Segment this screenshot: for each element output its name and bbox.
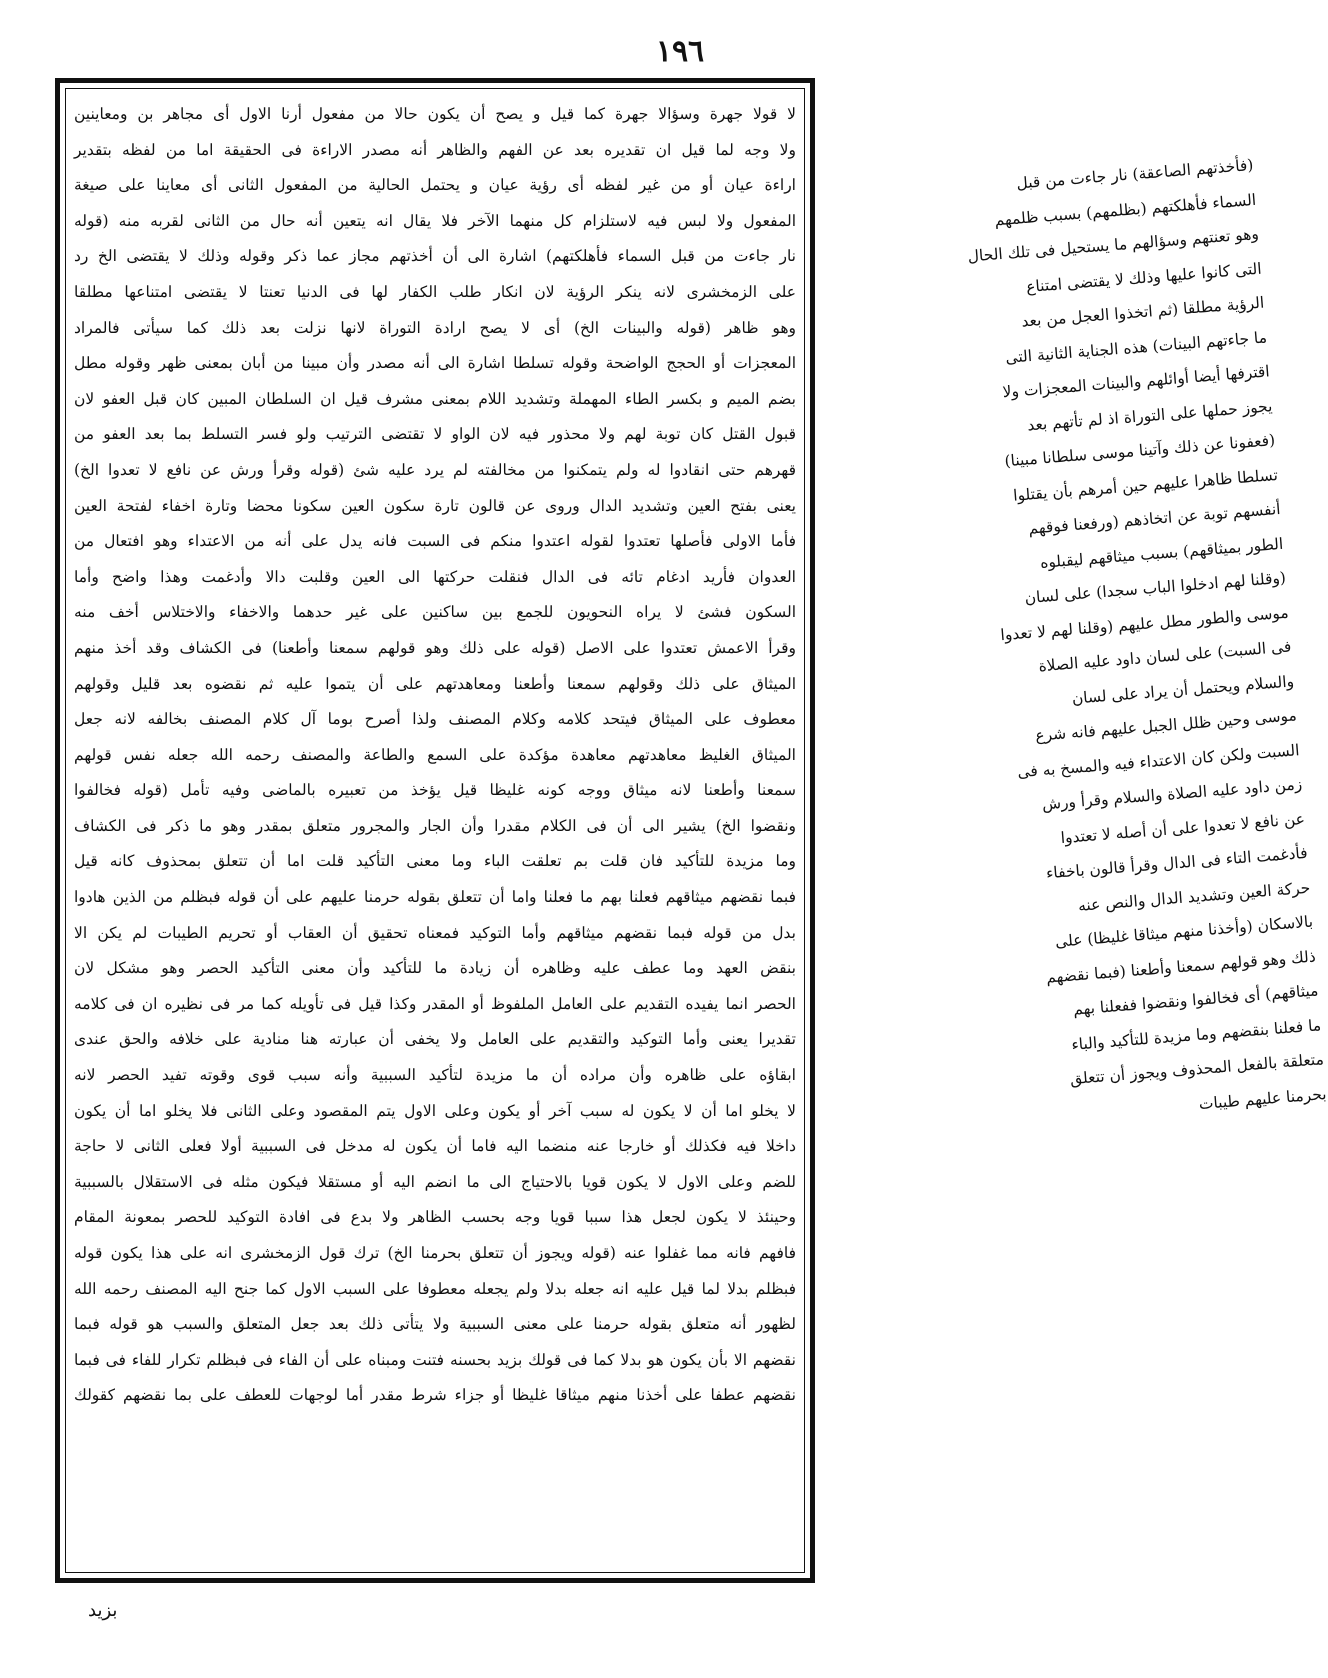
margin-quran-text <box>823 148 1327 1145</box>
main-text-line: فبما نقضهم ميثاقهم فعلنا بهم ما فعلنا واما أن تتعلق بقوله حرمنا عليهم على أن قوله فبظلم من الذين هادوا <box>74 888 796 907</box>
main-text-line: للضم وعلى الاول لا يكون قويا بالاحتياج الى ما انضم اليه أو مستقلا فيكون مثله فى الاستقلال بالسببية <box>74 1172 796 1191</box>
main-text-line: لا يخلو اما أن لا يكون له سبب آخر أو يكون وعلى الاول يتم المقصود وعلى الثانى فلا يخلو اما أن يكون <box>74 1101 796 1120</box>
main-text-line: نقضهم الا بأن يكون هو بدلا كما فى قولك بزيد بحسنه فتنت ومبناه على أن الفاء فى فبظلم تكرار للفاء فى فبما <box>74 1350 796 1369</box>
page-number: ١٩٦ <box>655 34 705 69</box>
main-text-line: وما مزيدة للتأكيد فان قلت بم تعلقت الباء وما معنى التأكيد قلت اما أن تتعلق بمحذوف كانه قيل <box>74 852 796 871</box>
margin-text-line: موسى والطور مطل عليهم (وقلنا لهم لا تعدوا <box>999 603 1290 644</box>
margin-text-line: فأدغمت التاء فى الدال وقرأ قالون باخفاء <box>1045 843 1309 883</box>
catchword: بزيد <box>88 1600 118 1621</box>
main-text-line: يعنى بفتح العين وتشديد الدال وروى عن قالون تارة سكون العين سكونا محضا وتارة اخفاء لفتحة العين <box>74 496 796 515</box>
main-text-line: الميثاق الغليظ معاهدتهم معاهدة مؤكدة على السمع والطاعة والمصنف رحمه الله جعله نفس قولهم <box>74 745 796 764</box>
main-text-line: ابقاؤه على ظاهره وأن مراده أن ما مزيدة لتأكيد السببية وأنه سبب قوى وقوته تفيد الحصر لانه <box>74 1066 796 1085</box>
main-text-line: داخلا فيه فكذلك أو خارجا عنه منضما اليه فاما أن يكون له مدخل فى السببية أولا فعلى الثانى لا حاجة <box>74 1137 796 1156</box>
margin-text-line: فى السبت) على لسان داود عليه الصلاة <box>1037 637 1292 676</box>
main-text-line: فأما الاولى فأصلها تعتدوا لقوله اعتدوا منكم فى السبت فانه يدل على أنه من الاعتداء وهو افتعال من <box>74 532 796 551</box>
main-text-line: سمعنا وأطعنا لانه ميثاق ووجه كونه غليظا قيل يؤخذ من تعبيره بالماضى وفيه تأمل (قوله فخالفوا <box>74 781 796 800</box>
margin-text-line: (وقلنا لهم ادخلوا الباب سجدا) على لسان <box>1023 568 1287 608</box>
margin-text-line: الرؤية مطلقا (ثم اتخذوا العجل من بعد <box>1020 293 1265 331</box>
main-text-line: لظهور أنه متعلق بقوله حرمنا على معنى السببية ولا يتأتى ذلك بعد جعل المتعلق والسبب هو قوله فبما <box>74 1315 796 1334</box>
main-text-frame <box>55 78 815 1583</box>
main-text-line: وهو ظاهر (قوله والبينات الخ) أى لا يصح ارادة التوراة لانها نزلت بعد ذلك كما سيأتى فالمراد <box>74 318 796 337</box>
main-text-line: بضم الميم و بكسر الطاء المهملة وتشديد اللام بمعنى مشرف قيل ان السلطان المبين كان قبل العفو لان <box>74 389 796 408</box>
margin-text-line: ما فعلنا بنقضهم وما مزيدة للتأكيد والباء <box>1070 1015 1322 1054</box>
main-text-line: بنقض العهد وما عطف عليه وظاهره أن زيادة ما للتأكيد وأن معنى التأكيد الحصر وهو مشكل لان <box>74 959 796 978</box>
margin-text-line: ميثاقهم) أى فخالفوا ونقضوا ففعلنا بهم <box>1072 981 1320 1019</box>
main-text-line: المفعول ولا لبس فيه لاستلزام كل منهما الآخر فلا يقال انه يتعين أنه حال من الثانى لقربه منه (قوله <box>74 211 796 230</box>
margin-text-line: الطور بميثاقهم) بسبب ميثاقهم ليقبلوه <box>1039 534 1284 572</box>
main-text-line: ولا وجه لما قيل ان تقديره بعد عن الفهم والظاهر أنه مصدر الاراءة فى الحقيقة اما من لفظه بتقدير <box>74 140 796 159</box>
main-text-line: نقضهم عطفا على أخذنا منهم ميثاقا غليظا أو جزاء شرط مقدر أما لوجهات للعطف على بما نقضهم كقولك <box>74 1386 796 1405</box>
main-text-line: على الزمخشرى لانه ينكر الرؤية لان انكار طلب الكفار لها فى الدنيا تعنتا لا يقتضى امتناعها مطلقا <box>74 282 796 301</box>
margin-text-line: والسلام ويحتمل أن يراد على لسان <box>1071 671 1295 708</box>
margin-text-line: السماء فأهلكتهم (بظلمهم) بسبب ظلمهم <box>993 190 1257 229</box>
margin-text-line: اقترفها أيضا أوائلهم والبينات المعجزات ولا <box>1001 362 1271 402</box>
margin-text-line: بالاسكان (وأخذنا منهم ميثاقا غليظا) على <box>1054 912 1314 951</box>
margin-text-line: حركة العين وتشديد الدال والنص عنه <box>1077 878 1311 915</box>
main-text-line: نار جاءت من قبل السماء فأهلكتهم) اشارة الى أن أخذتهم مجاز عما ذكر وقوله وذلك لا يقتضى الخ رد <box>74 247 796 266</box>
margin-text-line: أنفسهم توبة عن اتخاذهم (ورفعنا فوقهم <box>1027 499 1282 538</box>
margin-text-line: (فعفونا عن ذلك وآتينا موسى سلطانا مبينا) <box>1003 431 1276 471</box>
main-text-line: تقديرا يعنى وأما التوكيد والتقديم على العامل ولا يخفى أن عبارته هنا منادية على خلافه والحق عندى <box>74 1030 796 1049</box>
margin-text-line: بحرمنا عليهم طيبات <box>1198 1084 1328 1113</box>
main-text-line: السكون فشئ لا يراه النحويون للجمع بين ساكنين على غير حدهما والاخفاء والاختلاس أخف منه <box>74 603 796 622</box>
main-text-line: وحينئذ لا يكون لجعل هذا سببا قويا وجه بحسب الظاهر ولا بدع فى افادة التوكيد للحصر بمعونة المقام <box>74 1208 796 1227</box>
main-text-line: ونقضوا الخ) يشير الى أن فى الكلام مقدرا وأن الجار والمجرور متعلق بمقدر وهو ما ذكر فى الكشاف <box>74 816 796 835</box>
margin-text-line: زمن داود عليه الصلاة والسلام وقرأ ورش <box>1041 775 1303 814</box>
margin-text-line: التى كانوا عليها وذلك لا يقتضى امتناع <box>1025 259 1263 296</box>
main-text-line: قبول القتل كان توبة لهم ولا محذور فيه لان الواو لا تقتضى الترتيب ولو فسر التسلط بما بعد العفو من <box>74 425 796 444</box>
main-text-line: فبظلم بدلا لما قيل عليه انه جعله بدلا ولم يجعله معطوفا على السبب الاول كما جنح اليه المصنف رحمه الله <box>74 1279 796 1298</box>
margin-text-line: ذلك وهو قولهم سمعنا وأطعنا (فبما نقضهم <box>1045 947 1317 987</box>
main-text-line: بدل من قوله فبما نقضهم ميثاقهم وأما التوكيد فمعناه تحقيق أن العقاب أو تحريم الطيبات لم يكن الا <box>74 923 796 942</box>
margin-text-line: يجوز حملها على التوراة اذ لم تأتهم بعد <box>1026 396 1273 434</box>
margin-text-line: وهو تعنتهم وسؤالهم ما يستحيل فى تلك الحال <box>967 224 1260 266</box>
margin-text-line: تسلطا ظاهرا عليهم حين أمرهم بأن يقتلوا <box>1012 465 1279 505</box>
margin-text-line: (فأخذتهم الصاعقة) نار جاءت من قبل <box>1015 155 1255 193</box>
main-text-line: الحصر انما يفيده التقديم على العامل الملفوظ أو المقدر وكذا قيل فى تأويله كما مر فى نظيره ان فى كلامه <box>74 994 796 1013</box>
main-text-line: معطوف على الميثاق فيتحد كلامه وكلام المصنف ولذا أصرح بوما آل كلام المصنف بخالفه لانه جعل <box>74 710 796 729</box>
main-commentary-text <box>74 97 796 1564</box>
main-text-line: المعجزات أو الحجج الواضحة وقوله تسلطا اشارة الى أنه مصدر وأن مبينا من أبان بمعنى ظهر وقوله مطل <box>74 354 796 373</box>
main-text-line: قهرهم حتى انقادوا له ولم يتمكنوا من مخالفته لم يرد عليه شئ (قوله وقرأ ورش عن نافع لا تعدوا الخ) <box>74 460 796 479</box>
margin-text-line: عن نافع لا تعدوا على أن أصله لا تعتدوا <box>1059 809 1306 847</box>
main-text-line: الميثاق على ذلك وقولهم سمعنا وأطعنا ومعاهدتهم على أن يتموا عليه ثم نقضوه بعد قليل وقولهم <box>74 674 796 693</box>
main-text-line: لا قولا جهرة وسؤالا جهرة كما قيل و يصح أن يكون حالا من مفعول أرنا الاول أى مجاهر بن ومعاينين <box>74 105 796 123</box>
main-text-line: العدوان فأريد ادغام تائه فى الدال فنقلت حركتها الى العين وقلبت دالا وأدغمت وهذا واضح وأما <box>74 567 796 586</box>
margin-text-line: متعلقة بالفعل المحذوف ويجوز أن تتعلق <box>1069 1050 1325 1089</box>
margin-text-line: ما جاءتهم البينات) هذه الجناية الثانية التى <box>1004 327 1268 367</box>
main-text-line: فافهم فانه مما غفلوا عنه (قوله ويجوز أن تتعلق بحرمنا الخ) ترك قول الزمخشرى انه على هذا يكون قوله <box>74 1244 796 1262</box>
margin-text-line: السبت ولكن كان الاعتداء فيه والمسخ به فى <box>1016 740 1301 781</box>
main-text-line: اراءة عيان أو من غير لفظه أى رؤية عيان و يحتمل الحالية من المفعول الثانى أى معاينا على صيغة <box>74 176 796 195</box>
main-text-line: وقرأ الاعمش تعتدوا على الاصل (قوله على ذلك وهو قولهم سمعنا وأطعنا) فى الكشاف وقد أخذ منهم <box>74 638 796 657</box>
margin-text-line: موسى وحين ظلل الجبل عليهم فانه شرع <box>1034 706 1298 745</box>
